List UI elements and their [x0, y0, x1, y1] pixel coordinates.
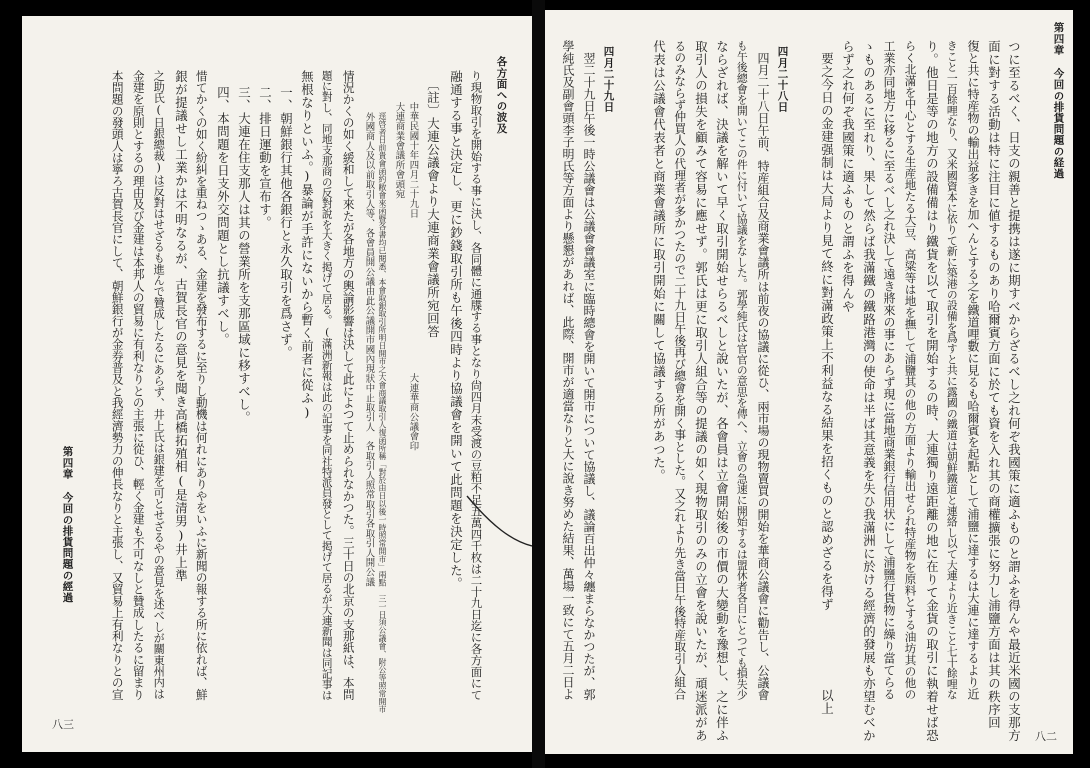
text-column: 工業亦同地方に移るに至るべし之れ決して遠き將來の事にあらず現に當地商業銀行信用状にして浦鹽行貨物に繰り當てらる: [882, 40, 896, 700]
text-column: きこと一百餘哩なり、又米國資本に依りて新に築港の設備を爲すと共に露國の鐵道は朝鮮鐵道と連絡し以て大連より近きこと七十餘哩な: [945, 40, 959, 701]
note-line: 大連商業會議所會頭宛: [393, 102, 405, 199]
text-column: も午後總會を開いてこの件に付いて協議をなした。郭學純氏は官官の意思を傳へ、立會の急速に開始するは盟休者各自にとつても損失少: [735, 40, 749, 701]
list-item: 一、朝鮮銀行其他各銀行と永久取引を爲さず。: [278, 86, 294, 359]
text-column: 融通する事と決定し、更に鈔錢取引所も午後四時より協議會を開いて此問題を決定した。: [448, 70, 464, 590]
side-heading: 四月二十九日: [602, 46, 615, 113]
list-item: 三、大連在住支那人は其の營業所を支那區域に移すべし。: [236, 86, 252, 424]
text-column: 代表は公議會代表者と商業會議所に取引開始に關して協議する所があつた。: [651, 40, 667, 482]
text-column: り。他日是等の地方の設備備はり鐵貨を以て取引を開始するの時、大連獨り遠距離の地に在りて金貨の取引に執着せば恐: [924, 40, 940, 742]
right-page: [545, 10, 1073, 754]
text-column: 題に對し、同地支那商の反對說を大きく掲げて居る。(滿洲新報は此の記事を同社特派員發として掲げて居るが大連新聞は同記事は: [320, 70, 334, 701]
text-column: 復と共に特産物の輸出益多きを加へんとする之を鐵道哩數に見るも哈爾賓を起點として浦鹽に達するは大連に達するより近: [966, 40, 980, 700]
text-column: つに至るべく、日支の親善と提携は遂に期すべからざるべし之れ何ぞ我國策に適ふものと謂ふを得んや最近米國の支那方: [1006, 40, 1022, 742]
text-column: 翌二十九日午後一時公議會は公議會會議室に臨時總會を開いて開市について協議し、議論百出仲々纏まらなかつたが、郭: [582, 52, 597, 701]
text-column: るのみならず仲買人の代理者が多かつたので二十九日午後再び總會を開く事とした。又之れより先き當日午後特産取引人組合: [672, 40, 687, 700]
text-column: 銀が提議せし工業かは不明なるが、古賀長官の意見を聞き高橋拓殖相(是清男)井上準: [173, 70, 189, 583]
text-column: り現物取引を開始する事に決し、各同體に通牒する事となり尙四月末受渡の豆粕不足五萬四千枚は二十九日迄に各方面にて: [469, 70, 484, 701]
text-column: 要之今日の金建强制は大局より見て終に對滿政策上不利益なる結果を招くものと認めざるを得ず 以上: [819, 52, 835, 715]
running-head: 第四章 今回の排貨問題の經過: [61, 446, 74, 603]
text-column: 情況かくの如く緩和して來たが各地方の輿論影響は決して此によつて止められなかつた。三十日の北京の支那紙は、本問: [341, 70, 356, 701]
note-heading: 〔註〕大連公議會より大連商業會議所宛回答: [425, 78, 441, 338]
side-heading: 四月二十八日: [776, 46, 789, 113]
list-item: 二、排日運動を宣布す。: [257, 86, 273, 229]
text-column: 惜てかくの如く紛糾を重ねつゝある、金建を發布するに至りし動機は何れにありやをいふに新聞の報する所に依れば、鮮: [194, 70, 209, 701]
text-column: ならざれば、決議を解いて早く取引開始せらるべしと說いたが、各會員は立會開始後の市價の大變動を豫想し、之に伴ふ: [714, 40, 730, 742]
text-column: 取引人の損失を顧みて容易に應せず。郭氏は更に取引人組合等の提議の如く現物取引のみの立會を說いたが、頑迷派があ: [693, 40, 709, 742]
text-column: 本問題の發頭人は寧ろ古賀長官にして、朝鮮銀行が金券普及と我經濟勢力の伸長なりと主張し、又貿易上有利なりとの宣: [110, 70, 125, 701]
side-heading: 各方面への波及: [495, 56, 508, 134]
running-head: 第四章 今回の排貨問題の経過: [1052, 22, 1065, 179]
text-column: 學純氏及副會頭李子明氏等方面より懸懇があれば、此際、開市が適當なりと大に說き努めた結果、萬場一致にて五月二日よ: [561, 40, 575, 700]
text-column: らく北滿を中心とする生産地たる大豆、高粱等は地を撫して浦鹽其の他の方面より輸出せられ特産物を原料とする油坊其の他の: [903, 40, 918, 701]
text-column: 四月二十八日午前、特産組合及商業會議所は前夜の協議に從ひ、兩市場の現物賣買の開始を華商公議會に勸告し、公議會: [756, 52, 771, 701]
left-page: [22, 16, 532, 752]
pen-mark: [462, 486, 532, 556]
list-item: 四、本問題を日支外交問題とし抗議すべし。: [215, 86, 231, 346]
page-number: 八三: [52, 718, 74, 731]
note-line: 外國商人及以前取引人等、各會員開公議由此公議開市國內現狀中止取引人 各取引人照常取引各取引人開公議: [363, 112, 375, 587]
note-line: 中華民國十年四月二十九日 大連華商公議會印: [407, 102, 419, 451]
book-gutter: [532, 0, 545, 768]
text-column: 之助氏(日銀總裁)は反對はせざるも進んで贊成したるにあらず、井上氏は銀建を可とせざるやの意見を述べしが關東州内は: [152, 70, 166, 700]
text-column: 無根なりといふ。)暴論が手許にないから暫く前者に從ふ): [299, 70, 315, 420]
text-column: らず之れ何ぞ我國策に適ふものと謂ふを得んや: [840, 40, 856, 313]
page-number: 八二: [1035, 730, 1057, 743]
text-column: 金建を原則とするの理由及び金建は本邦人の貿易に有利なりとの主張に從ひ、輕く金建も不可なしと贊成したるに留まり: [131, 70, 146, 701]
note-line: 逕啓者日前貴會函約敝會來函暨各書均已閱悉、本會取銀取引所明日開市之大會商議取引人復函所稱「對於由日以後一時照常開市」兩點 三一日須公議會、附公等照常開市: [377, 112, 387, 714]
text-column: ゝものあるに至れり、果して然らば我滿鐵の鐵路港灣の使命は半ば其意義を失ひ我滿洲に於ける經濟的發展も亦望むべか: [861, 40, 877, 742]
text-column: 面に對する活動は特に注目に値するものあり哈爾賓方面に於ても資を入れ其の商權擴張に努力し浦鹽方面は其の秩序回: [986, 40, 1002, 729]
